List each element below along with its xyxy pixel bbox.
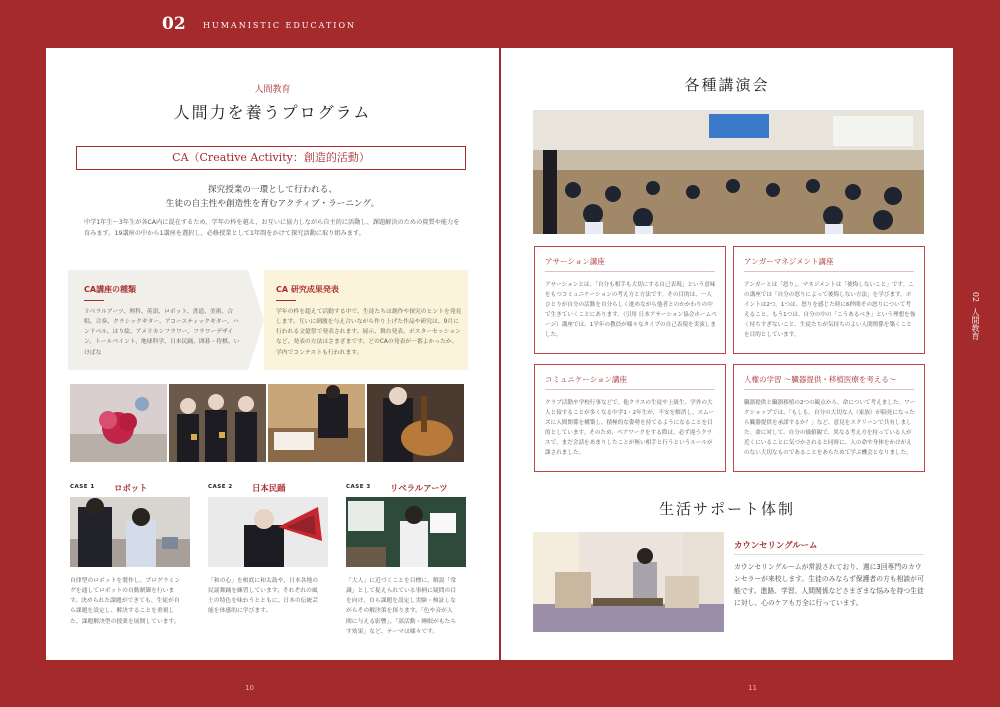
photo-folk-dance	[208, 497, 328, 567]
lecture-card-title: アンガーマネジメント講座	[744, 257, 834, 266]
page-title: 人間力を養うプログラム	[173, 103, 372, 122]
ca-results-text: 学年の枠を超えて活動する中で、生徒たちは創作や探究のヒントを発見します。互いに刺激を与え合いながら作り上げた作品や研究は、9月に行われる文億祭で発表されます。展示、舞台発表、ポスターセッションなど、発表の方法はさまざまです。どのCAの発表が一番よかったか、学内でコンテストも行われます。	[276, 309, 462, 356]
lead-line-2: 生徒の自主性や創造性を育むアクティブ・ラーニング。	[165, 198, 380, 209]
left-page	[46, 48, 499, 660]
ca-title-box: CA（Creative Activity：創造的活動）	[76, 146, 466, 170]
divider	[276, 300, 296, 301]
divider	[545, 389, 715, 390]
lecture-card	[534, 364, 726, 472]
photo-robot-class	[70, 497, 190, 567]
ca-courses-title: CA講座の種類	[84, 285, 137, 294]
case-text: 「和の心」を根底に和太鼓や、日本各地の民謡舞踊を練習しています。それぞれの風土の特色を味わうとともに、日本の伝統芸能を体感的に学びます。	[208, 578, 319, 615]
divider	[84, 300, 104, 301]
photo-lecture-hall	[533, 110, 924, 234]
lecture-card-title: アサーション講座	[545, 257, 605, 266]
ca-info-band	[68, 270, 468, 370]
side-tab-label: 人間教育	[971, 308, 980, 340]
divider	[744, 271, 914, 272]
case-label: CASE 3	[346, 484, 371, 490]
lecture-card	[733, 364, 925, 472]
ca-results-title: CA 研究成果発表	[276, 285, 339, 294]
counseling-title: カウンセリングルーム	[734, 540, 818, 550]
lecture-card-text: アサーションとは、「自分も相手も大切にする自己表現」という意味をもつコミュニケーションの考え方と方法です。その目的は、一人ひとりが自分の活動を自分らしく進めながら他者とのかかわりの中で生きていくことにあります。（引用 日本アサーション協会ホームページ）講座では、1学年の教員が様々なタイプの自己表現を実演しました。	[545, 282, 717, 338]
lead-text	[46, 184, 499, 212]
case-text: 自律型のロボットを製作し、プログラミングを通してロボットの自動制御を行います。決められた課題ができても、生徒が自ら課題を設定し、解決することを重視した、課題解決型の授業を展開しています。	[70, 578, 181, 625]
lecture-card-text: 臓器提供と臓器移植の2つの観点から、命について考えました。ワークショップでは、「もしも、自分の大切な人（家族）が脳死になったら臓器提供を承諾するか？」など、意見をスクリーンで共有しました。命に対して、自分の価値観で、異なる考え方を持っている人が近くにいることに気づかされると同時に、人の命や身体をかけがえのない大切なものであることをあらためて学ぶ機会となりました。	[744, 400, 916, 456]
case-title: リベラルアーツ	[390, 483, 448, 493]
lead-line-1: 探究授業の一環として行われる、	[208, 185, 337, 195]
lecture-card-text: クラブ活動や学校行事などで、他クラスの生徒や上級生、学外の大人と接することが多くなる中学1・2年生が、不安を解消し、スムーズに人間関係を構築し、積極的な姿勢を持てるようになることを目的としています。そのため、ペアワークをする際は、必ず違うクラスで、まだ会話をあまりしたことが無い相手と行うというルールが課されました。	[545, 400, 715, 456]
page-number-left: 10	[245, 684, 254, 692]
right-page	[501, 48, 953, 660]
photo-calligraphy	[268, 384, 365, 462]
photo-guitar	[367, 384, 464, 462]
ca-courses-panel	[68, 270, 248, 370]
case-label: CASE 1	[70, 484, 95, 490]
lecture-card	[534, 246, 726, 354]
case-text: 「大人」に近づくことを目標に、解説「常識」として捉えられている事柄に疑問の目を向け、自ら課題を設定し実験・検証しながらその解決策を探ります。「色や音が人間に与える影響」、「部活動・睡眠がもたらす効果」など、テーマは様々です。	[346, 578, 457, 635]
case-label: CASE 2	[208, 484, 233, 490]
ca-courses-text: リベラルアーツ、理科、英語、ロボット、書道、美術、合唱、合奏、クラシックギター、アコースティックギター、ハンドベル、はり絵、アメリカンフラワー、フラワーデザイン、トールペイント、地球科学、日本民踊、囲碁・将棋、いけばな	[84, 309, 240, 356]
counseling-text: カウンセリングルームが常設されており、週に3回専門のカウンセラーが来校します。生徒のみならず保護者の方も相談が可能です。進路、学習、人間関係などさまざまな悩みを持つ生徒に対し、心のケアも万全に行っています。	[734, 563, 924, 607]
arrow-shape	[248, 270, 264, 370]
intro-paragraph: 中学1年生〜3年生が各CA内に混在するため、学年の枠を越え、お互いに協力しながら自主的に活動し、課題解決のための資質や能力を育みます。19講座の中から1講座を選択し、必修授業として1年間をかけて探究活動に取り組みます。	[84, 219, 460, 237]
case-title: 日本民踊	[252, 483, 286, 493]
side-section-tab	[968, 292, 982, 340]
photo-flower-art	[70, 384, 167, 462]
lecture-card-title: コミュニケーション講座	[545, 375, 628, 384]
page-number-right: 11	[748, 684, 757, 692]
case-title: ロボット	[114, 483, 148, 493]
divider	[744, 389, 914, 390]
photo-handbell	[169, 384, 266, 462]
page-kicker: 人間教育	[254, 85, 291, 95]
spread-header	[0, 0, 1000, 48]
lecture-card-title: 人権の学習 〜臓器提供・移植医療を考える〜	[744, 375, 897, 384]
section-name: HUMANISTIC EDUCATION	[203, 21, 356, 30]
lecture-card	[733, 246, 925, 354]
section-number: 02	[162, 14, 186, 34]
lecture-card-text: アンガーとは「怒り」、マネジメントは「後悔しないこと」です。この講座では「自分の怒りによって後悔しない方法」を学びます。ポイントは2つ。1つは、怒りを感じた時に6秒間その怒りについて考えること。もう1つは、自分の中の「こうあるべき」という理想を強く持ちすぎないこと。生徒たちが気持ちのよい人間関係を築くことを目的としています。	[744, 282, 916, 338]
photo-liberal-arts	[346, 497, 466, 567]
divider	[545, 271, 715, 272]
side-tab-number: 02	[971, 291, 980, 303]
lectures-title: 各種講演会	[684, 76, 770, 94]
divider	[734, 554, 924, 555]
ca-results-panel	[264, 270, 468, 370]
support-title: 生活サポート体制	[658, 500, 795, 518]
photo-counseling-room	[533, 532, 724, 632]
